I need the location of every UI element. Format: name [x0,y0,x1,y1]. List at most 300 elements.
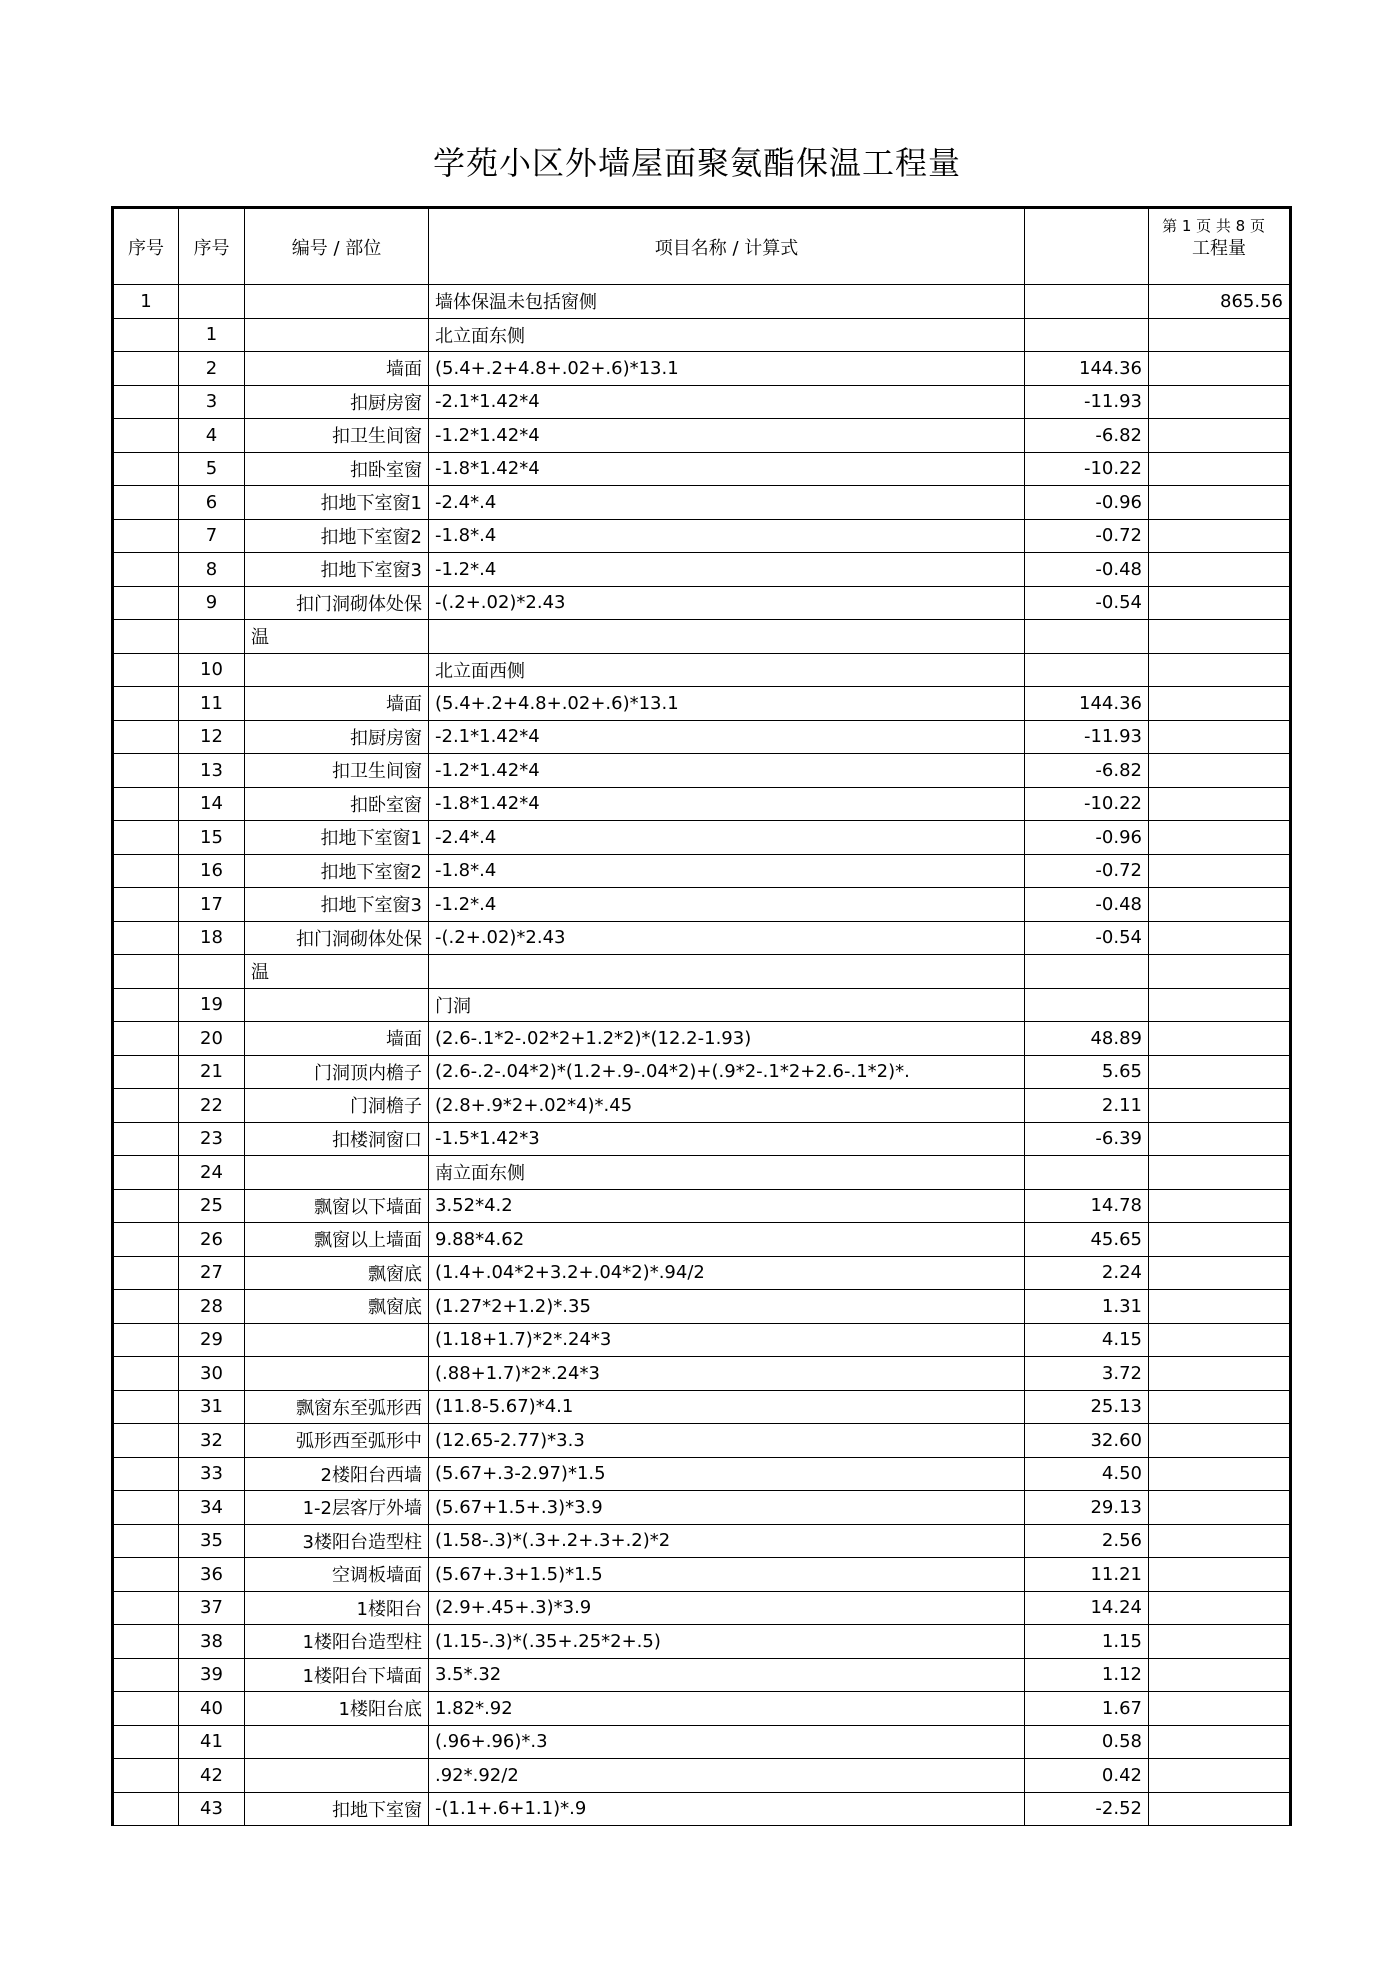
quantity-cell [1149,385,1291,419]
location-cell: 扣楼洞窗口 [245,1122,429,1156]
quantity-cell [1149,1591,1291,1625]
table-row [113,1156,1291,1190]
serial-cell [113,586,179,620]
location-cell: 扣门洞砌体处保 [245,921,429,955]
serial-cell [113,1256,179,1290]
formula-cell: -2.1*1.42*4 [429,385,1025,419]
serial-cell [113,553,179,587]
serial-cell [113,1591,179,1625]
sub-serial-cell: 8 [179,553,245,587]
serial-cell [113,1524,179,1558]
serial-cell [113,1692,179,1726]
subtotal-cell [1025,1156,1149,1190]
location-cell: 扣地下室窗1 [245,486,429,520]
sub-serial-cell: 31 [179,1390,245,1424]
sub-serial-cell: 1 [179,318,245,352]
formula-cell: .92*.92/2 [429,1759,1025,1793]
sub-serial-cell: 19 [179,988,245,1022]
subtotal-cell: 4.15 [1025,1323,1149,1357]
serial-cell [113,1089,179,1123]
table-row [113,754,1291,788]
quantity-cell [1149,318,1291,352]
sub-serial-cell: 15 [179,821,245,855]
location-cell: 扣地下室窗 [245,1792,429,1826]
sub-serial-cell: 25 [179,1189,245,1223]
formula-cell: (2.8+.9*2+.02*4)*.45 [429,1089,1025,1123]
formula-cell: (1.58-.3)*(.3+.2+.3+.2)*2 [429,1524,1025,1558]
location-cell: 扣卧室窗 [245,787,429,821]
location-cell: 飘窗以下墙面 [245,1189,429,1223]
location-cell: 扣卫生间窗 [245,419,429,453]
subtotal-cell: -11.93 [1025,720,1149,754]
sub-serial-cell: 23 [179,1122,245,1156]
quantity-cell [1149,988,1291,1022]
header-item-formula: 项目名称 / 计算式 [429,208,1025,285]
formula-cell: (2.6-.1*2-.02*2+1.2*2)*(12.2-1.93) [429,1022,1025,1056]
location-cell: 飘窗底 [245,1290,429,1324]
serial-cell [113,821,179,855]
formula-cell: (5.67+1.5+.3)*3.9 [429,1491,1025,1525]
sub-serial-cell: 40 [179,1692,245,1726]
subtotal-cell: -0.48 [1025,553,1149,587]
subtotal-cell: 3.72 [1025,1357,1149,1391]
location-cell [245,1156,429,1190]
sub-serial-cell [179,285,245,319]
subtotal-cell: -6.39 [1025,1122,1149,1156]
sub-serial-cell: 16 [179,854,245,888]
formula-cell [429,620,1025,654]
subtotal-cell: -0.48 [1025,888,1149,922]
location-cell: 扣卫生间窗 [245,754,429,788]
table-row [113,1491,1291,1525]
serial-cell [113,1792,179,1826]
location-cell [245,1759,429,1793]
formula-cell: (5.4+.2+4.8+.02+.6)*13.1 [429,687,1025,721]
subtotal-cell: -10.22 [1025,787,1149,821]
table-row [113,285,1291,319]
formula-cell: 门洞 [429,988,1025,1022]
sub-serial-cell: 38 [179,1625,245,1659]
location-cell: 扣地下室窗3 [245,888,429,922]
table-row [113,1658,1291,1692]
table-row [113,1692,1291,1726]
subtotal-cell: 4.50 [1025,1457,1149,1491]
table-row [113,1792,1291,1826]
table-row [113,586,1291,620]
subtotal-cell [1025,285,1149,319]
table-row [113,1022,1291,1056]
formula-cell: 1.82*.92 [429,1692,1025,1726]
sub-serial-cell: 26 [179,1223,245,1257]
location-cell: 墙面 [245,1022,429,1056]
serial-cell [113,1290,179,1324]
table-row [113,1725,1291,1759]
serial-cell [113,1223,179,1257]
location-cell: 空调板墙面 [245,1558,429,1592]
formula-cell: -1.8*1.42*4 [429,452,1025,486]
location-cell [245,1323,429,1357]
serial-cell [113,955,179,989]
serial-cell [113,1189,179,1223]
sub-serial-cell: 21 [179,1055,245,1089]
location-cell: 门洞顶内檐子 [245,1055,429,1089]
quantity-cell [1149,854,1291,888]
formula-cell: -1.5*1.42*3 [429,1122,1025,1156]
quantity-cell [1149,821,1291,855]
location-cell [245,318,429,352]
quantity-cell [1149,352,1291,386]
sub-serial-cell: 36 [179,1558,245,1592]
table-row [113,519,1291,553]
subtotal-cell: 2.56 [1025,1524,1149,1558]
formula-cell: -1.2*.4 [429,553,1025,587]
quantity-cell [1149,1625,1291,1659]
serial-cell [113,1457,179,1491]
location-cell: 温 [245,955,429,989]
sub-serial-cell: 28 [179,1290,245,1324]
table-row [113,653,1291,687]
subtotal-cell: 48.89 [1025,1022,1149,1056]
table-row [113,318,1291,352]
page-info: 第 1 页 共 8 页 [1162,217,1265,235]
formula-cell: 墙体保温未包括窗侧 [429,285,1025,319]
quantity-cell [1149,1323,1291,1357]
quantity-cell [1149,1357,1291,1391]
sub-serial-cell: 22 [179,1089,245,1123]
location-cell: 弧形西至弧形中 [245,1424,429,1458]
subtotal-cell: 1.12 [1025,1658,1149,1692]
location-cell: 1楼阳台下墙面 [245,1658,429,1692]
formula-cell: 南立面东侧 [429,1156,1025,1190]
formula-cell: (12.65-2.77)*3.3 [429,1424,1025,1458]
location-cell: 温 [245,620,429,654]
location-cell: 扣地下室窗2 [245,519,429,553]
quantity-table [111,206,1292,1826]
table-row [113,1390,1291,1424]
subtotal-cell: 25.13 [1025,1390,1149,1424]
formula-cell: -2.4*.4 [429,486,1025,520]
sub-serial-cell: 30 [179,1357,245,1391]
location-cell: 扣门洞砌体处保 [245,586,429,620]
quantity-cell [1149,1792,1291,1826]
formula-cell: (5.67+.3-2.97)*1.5 [429,1457,1025,1491]
formula-cell: -(.2+.02)*2.43 [429,921,1025,955]
location-cell: 扣厨房窗 [245,385,429,419]
quantity-cell [1149,1390,1291,1424]
table-row [113,921,1291,955]
serial-cell [113,486,179,520]
formula-cell: 9.88*4.62 [429,1223,1025,1257]
header-row [113,208,1291,285]
quantity-cell [1149,754,1291,788]
sub-serial-cell: 37 [179,1591,245,1625]
sub-serial-cell: 41 [179,1725,245,1759]
formula-cell: (11.8-5.67)*4.1 [429,1390,1025,1424]
location-cell: 飘窗底 [245,1256,429,1290]
subtotal-cell [1025,653,1149,687]
quantity-cell [1149,720,1291,754]
table-row [113,1357,1291,1391]
header-serial-1: 序号 [113,208,179,285]
subtotal-cell: 2.11 [1025,1089,1149,1123]
location-cell [245,1357,429,1391]
location-cell: 墙面 [245,687,429,721]
formula-cell: (2.6-.2-.04*2)*(1.2+.9-.04*2)+(.9*2-.1*2+2.6-.1*2)*. [429,1055,1025,1089]
formula-cell: -1.8*1.42*4 [429,787,1025,821]
subtotal-cell [1025,620,1149,654]
formula-cell [429,955,1025,989]
table-row [113,620,1291,654]
sub-serial-cell: 29 [179,1323,245,1357]
table-row [113,1591,1291,1625]
location-cell: 扣厨房窗 [245,720,429,754]
quantity-cell [1149,1022,1291,1056]
serial-cell [113,519,179,553]
header-quantity-label: 工程量 [1192,237,1246,259]
table-row [113,1457,1291,1491]
sub-serial-cell: 18 [179,921,245,955]
table-row [113,720,1291,754]
subtotal-cell: 11.21 [1025,1558,1149,1592]
subtotal-cell: -2.52 [1025,1792,1149,1826]
table-row [113,1558,1291,1592]
subtotal-cell [1025,988,1149,1022]
serial-cell: 1 [113,285,179,319]
quantity-cell [1149,586,1291,620]
quantity-cell [1149,787,1291,821]
quantity-cell [1149,1524,1291,1558]
serial-cell [113,720,179,754]
location-cell [245,988,429,1022]
table-row [113,687,1291,721]
sub-serial-cell: 11 [179,687,245,721]
location-cell [245,1725,429,1759]
header-quantity [1149,208,1291,285]
quantity-cell [1149,1223,1291,1257]
location-cell: 扣地下室窗2 [245,854,429,888]
sub-serial-cell: 17 [179,888,245,922]
quantity-cell [1149,888,1291,922]
table-row [113,553,1291,587]
sub-serial-cell: 32 [179,1424,245,1458]
quantity-cell [1149,1256,1291,1290]
formula-cell: -1.2*1.42*4 [429,419,1025,453]
quantity-cell [1149,1692,1291,1726]
quantity-cell [1149,1055,1291,1089]
serial-cell [113,385,179,419]
subtotal-cell: 29.13 [1025,1491,1149,1525]
formula-cell: -(1.1+.6+1.1)*.9 [429,1792,1025,1826]
location-cell: 2楼阳台西墙 [245,1457,429,1491]
subtotal-cell: -0.72 [1025,854,1149,888]
formula-cell: -1.8*.4 [429,519,1025,553]
quantity-cell [1149,1491,1291,1525]
quantity-cell [1149,1725,1291,1759]
table-row [113,1256,1291,1290]
location-cell [245,285,429,319]
location-cell: 扣卧室窗 [245,452,429,486]
sub-serial-cell: 3 [179,385,245,419]
formula-cell: (.96+.96)*.3 [429,1725,1025,1759]
subtotal-cell: 0.58 [1025,1725,1149,1759]
table-row [113,352,1291,386]
sub-serial-cell: 42 [179,1759,245,1793]
sub-serial-cell: 7 [179,519,245,553]
serial-cell [113,1055,179,1089]
table-row [113,1189,1291,1223]
serial-cell [113,620,179,654]
formula-cell: 北立面东侧 [429,318,1025,352]
sub-serial-cell: 39 [179,1658,245,1692]
location-cell: 3楼阳台造型柱 [245,1524,429,1558]
table-row [113,955,1291,989]
subtotal-cell: -0.54 [1025,921,1149,955]
sub-serial-cell: 34 [179,1491,245,1525]
quantity-cell [1149,1424,1291,1458]
sub-serial-cell: 10 [179,653,245,687]
subtotal-cell: 14.78 [1025,1189,1149,1223]
location-cell: 1楼阳台造型柱 [245,1625,429,1659]
quantity-cell [1149,687,1291,721]
quantity-cell [1149,452,1291,486]
sub-serial-cell: 13 [179,754,245,788]
location-cell: 1楼阳台底 [245,1692,429,1726]
formula-cell: (1.4+.04*2+3.2+.04*2)*.94/2 [429,1256,1025,1290]
serial-cell [113,1759,179,1793]
subtotal-cell: 1.15 [1025,1625,1149,1659]
sub-serial-cell: 27 [179,1256,245,1290]
table-row [113,1290,1291,1324]
sub-serial-cell: 9 [179,586,245,620]
formula-cell: -(.2+.02)*2.43 [429,586,1025,620]
formula-cell: (1.15-.3)*(.35+.25*2+.5) [429,1625,1025,1659]
table-row [113,1323,1291,1357]
formula-cell: -1.8*.4 [429,854,1025,888]
subtotal-cell: 1.67 [1025,1692,1149,1726]
table-row [113,1759,1291,1793]
table-row [113,854,1291,888]
quantity-cell [1149,1558,1291,1592]
table-row [113,1524,1291,1558]
formula-cell: 3.5*.32 [429,1658,1025,1692]
sub-serial-cell: 20 [179,1022,245,1056]
quantity-cell [1149,1189,1291,1223]
formula-cell: -2.1*1.42*4 [429,720,1025,754]
subtotal-cell [1025,318,1149,352]
formula-cell: 3.52*4.2 [429,1189,1025,1223]
table-row [113,486,1291,520]
formula-cell: (1.18+1.7)*2*.24*3 [429,1323,1025,1357]
table-row [113,385,1291,419]
table-row [113,888,1291,922]
serial-cell [113,318,179,352]
formula-cell: -1.2*.4 [429,888,1025,922]
serial-cell [113,988,179,1022]
quantity-cell [1149,620,1291,654]
table-row [113,1122,1291,1156]
quantity-cell [1149,519,1291,553]
sub-serial-cell: 12 [179,720,245,754]
table-row [113,1055,1291,1089]
table-row [113,1223,1291,1257]
location-cell: 门洞檐子 [245,1089,429,1123]
quantity-cell [1149,553,1291,587]
serial-cell [113,754,179,788]
formula-cell: (2.9+.45+.3)*3.9 [429,1591,1025,1625]
sub-serial-cell: 5 [179,452,245,486]
sub-serial-cell: 6 [179,486,245,520]
serial-cell [113,687,179,721]
quantity-cell: 865.56 [1149,285,1291,319]
quantity-cell [1149,1156,1291,1190]
serial-cell [113,1725,179,1759]
quantity-cell [1149,1122,1291,1156]
quantity-cell [1149,419,1291,453]
location-cell [245,653,429,687]
serial-cell [113,888,179,922]
subtotal-cell: -0.96 [1025,486,1149,520]
location-cell: 飘窗东至弧形西 [245,1390,429,1424]
formula-cell: -2.4*.4 [429,821,1025,855]
quantity-cell [1149,921,1291,955]
sub-serial-cell: 43 [179,1792,245,1826]
subtotal-cell: 14.24 [1025,1591,1149,1625]
table-row [113,452,1291,486]
serial-cell [113,1424,179,1458]
serial-cell [113,1658,179,1692]
formula-cell: (.88+1.7)*2*.24*3 [429,1357,1025,1391]
sub-serial-cell: 35 [179,1524,245,1558]
sub-serial-cell: 24 [179,1156,245,1190]
subtotal-cell: 0.42 [1025,1759,1149,1793]
subtotal-cell: 32.60 [1025,1424,1149,1458]
subtotal-cell: -0.54 [1025,586,1149,620]
table-row [113,821,1291,855]
subtotal-cell: -6.82 [1025,419,1149,453]
serial-cell [113,352,179,386]
quantity-cell [1149,955,1291,989]
serial-cell [113,1491,179,1525]
sub-serial-cell [179,620,245,654]
subtotal-cell: -0.72 [1025,519,1149,553]
sub-serial-cell: 33 [179,1457,245,1491]
serial-cell [113,1156,179,1190]
subtotal-cell [1025,955,1149,989]
table-row [113,419,1291,453]
subtotal-cell: -0.96 [1025,821,1149,855]
table-row [113,787,1291,821]
formula-cell: -1.2*1.42*4 [429,754,1025,788]
serial-cell [113,653,179,687]
formula-cell: (5.67+.3+1.5)*1.5 [429,1558,1025,1592]
subtotal-cell: 144.36 [1025,352,1149,386]
table-row [113,988,1291,1022]
location-cell: 扣地下室窗1 [245,821,429,855]
quantity-cell [1149,1759,1291,1793]
subtotal-cell: 144.36 [1025,687,1149,721]
subtotal-cell: 45.65 [1025,1223,1149,1257]
location-cell: 1-2层客厅外墙 [245,1491,429,1525]
serial-cell [113,1625,179,1659]
subtotal-cell: 1.31 [1025,1290,1149,1324]
serial-cell [113,1558,179,1592]
header-subtotal [1025,208,1149,285]
subtotal-cell: -10.22 [1025,452,1149,486]
subtotal-cell: 5.65 [1025,1055,1149,1089]
serial-cell [113,787,179,821]
serial-cell [113,1390,179,1424]
location-cell: 扣地下室窗3 [245,553,429,587]
